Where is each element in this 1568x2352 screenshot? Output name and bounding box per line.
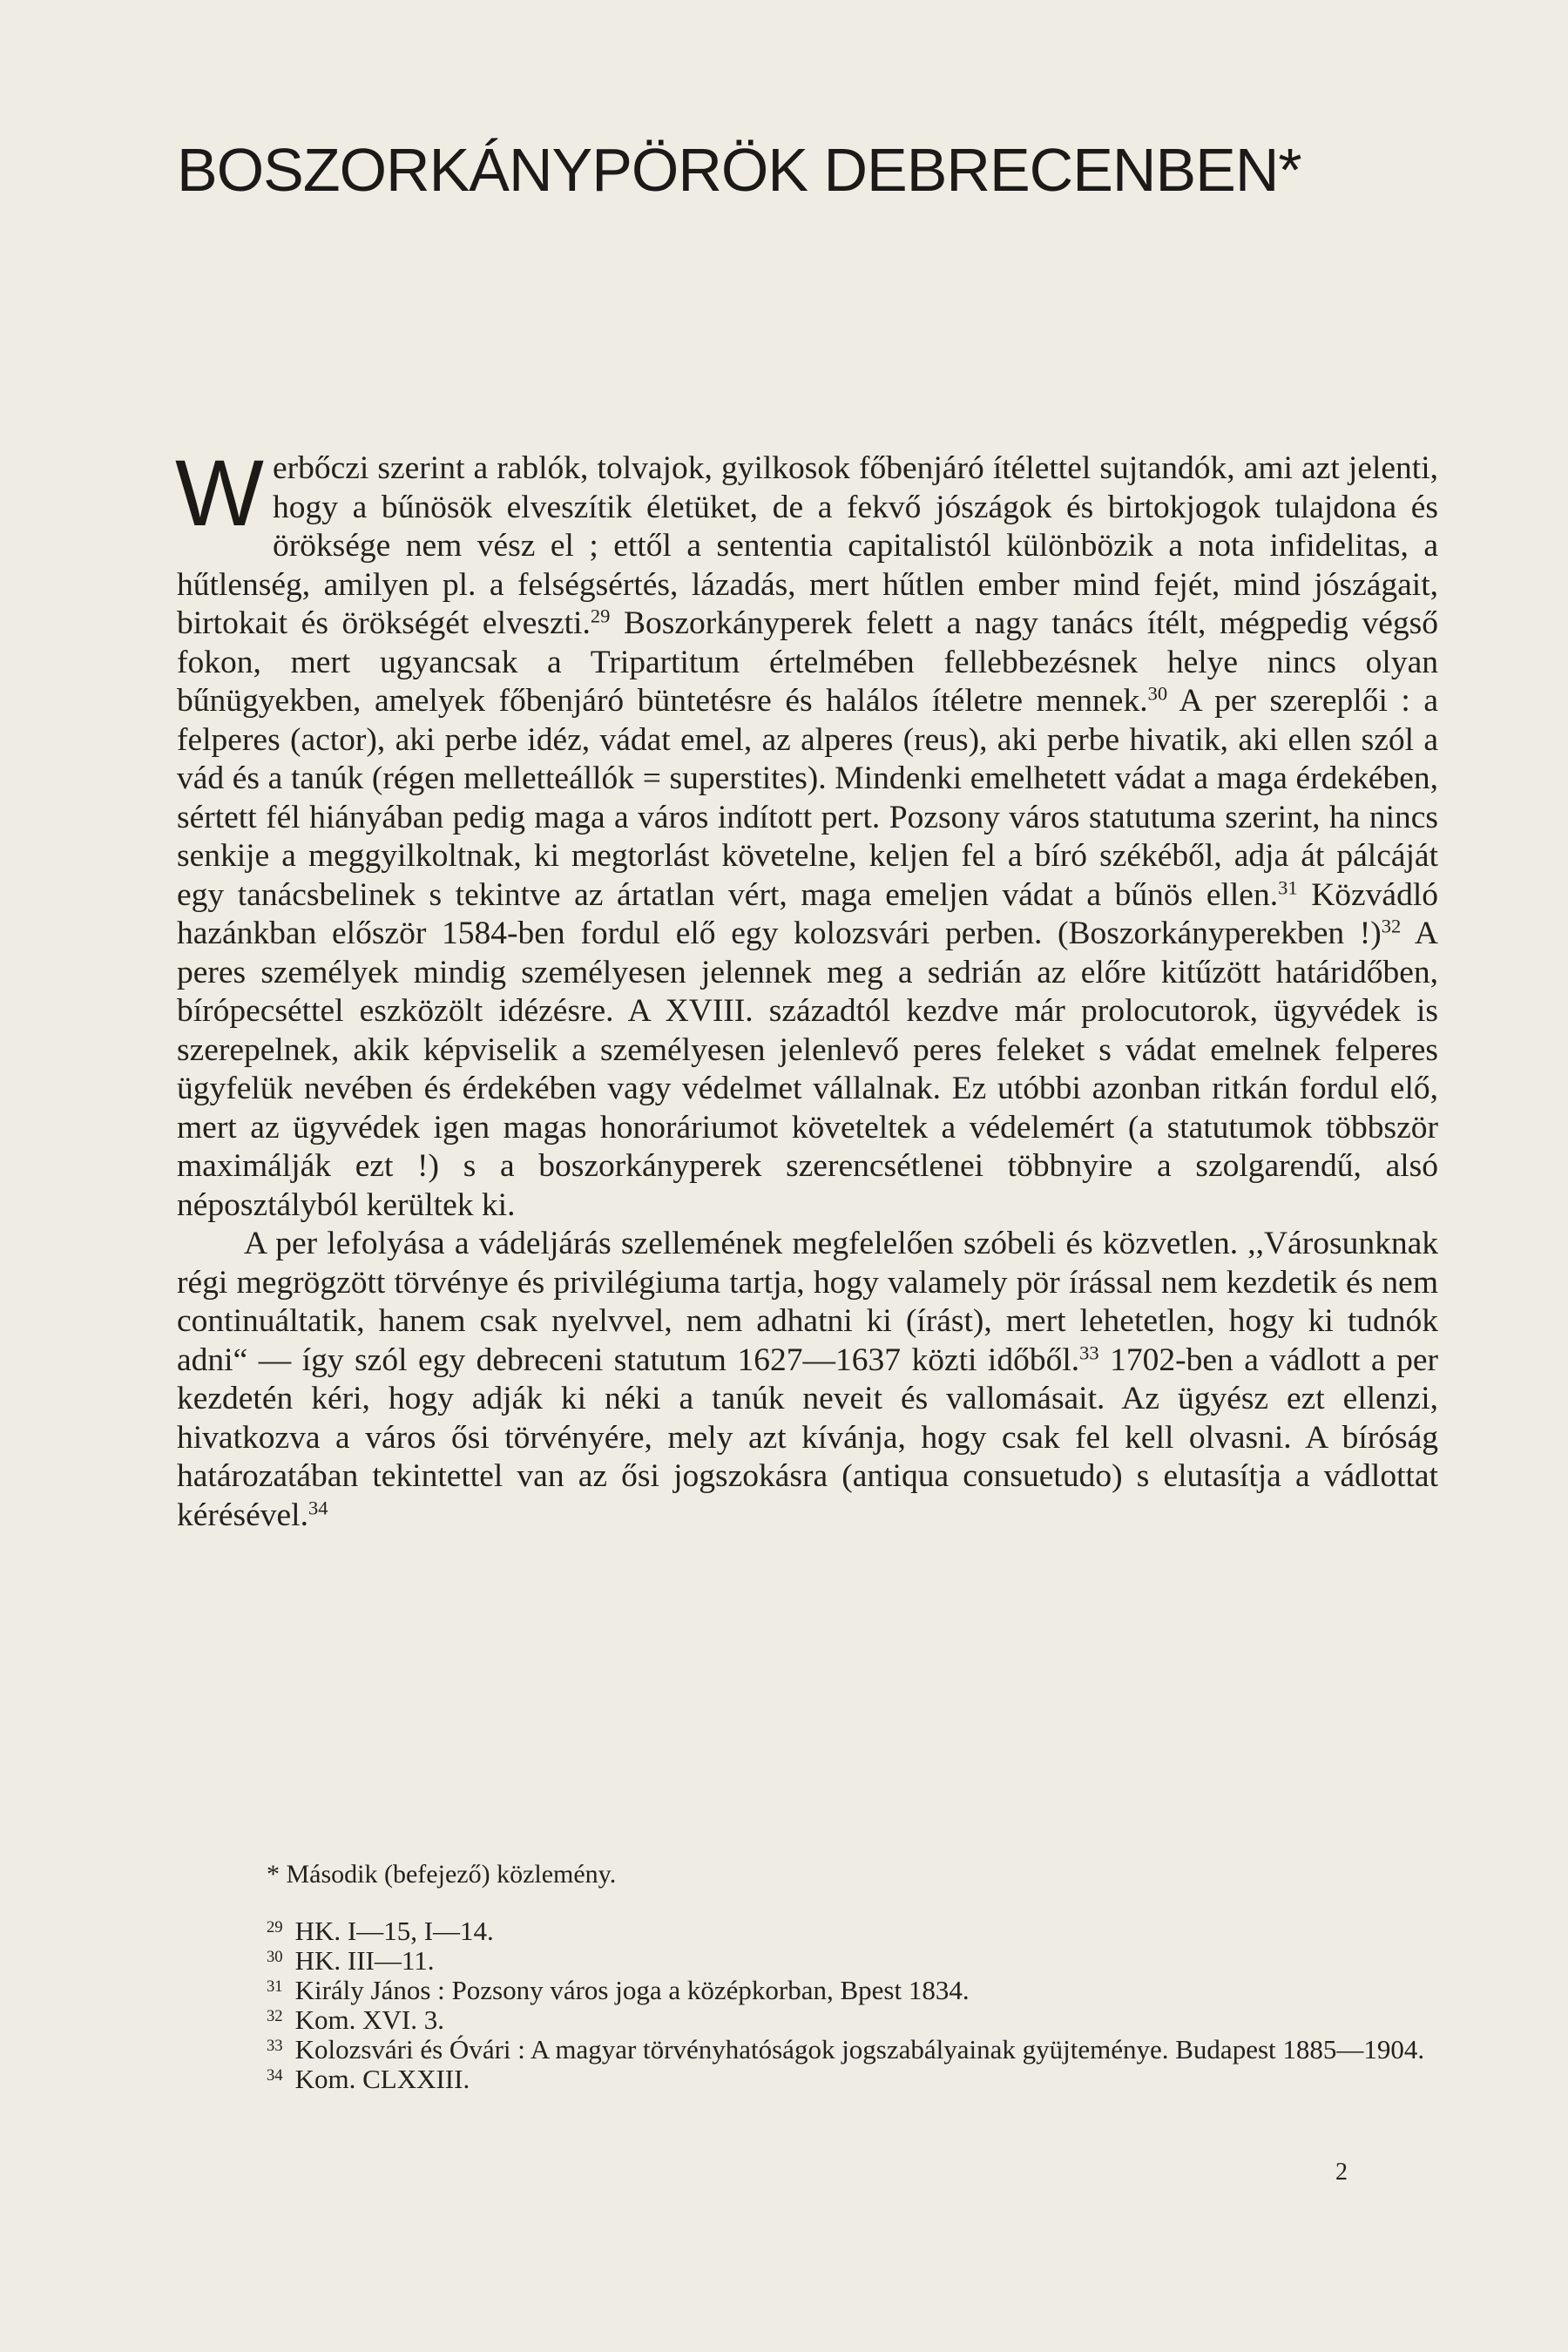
footnote-ref-31: 31 (1278, 876, 1298, 899)
footnote-text: HK. III—11. (294, 1945, 435, 1976)
footnote-ref-34: 34 (308, 1497, 328, 1519)
paragraph-1-text-1: erbőczi szerint a rablók, tolvajok, gyilkosok főbenjáró ítélettel sujtandók, ami azt jelenti, hogy a bűnösök elveszítik életüket, de a fekvő jószágok és birtokjogok tulajdona és öröksége nem vész el ; ettől a sententia capitalistól különbözik a nota infidelitas, a hűtlenség, amilyen pl. a felségsértés, lázadás, mert hűtlen ember mind fejét, mind jószágait, birtokait és örökségét elveszti. (177, 450, 1438, 641)
paragraph-2-text-1: A per lefolyása a vádeljárás szellemének megfelelően szóbeli és közvetlen. ,,Városunknak régi megrögzött törvénye és privilégiuma tartja, hogy valamely pör írással nem kezdetik és nem continuáltatik, hanem csak nyelvvel, nem adhatni ki (írást), mert lehetetlen, hogy ki tudnók adni“ — így szól egy debreceni statutum 1627—1637 közti időből. (177, 1226, 1438, 1378)
footnote-item: 31 Király János : Pozsony város joga a középkorban, Bpest 1834. (267, 1975, 970, 2005)
footnote-text: Kolozsvári és Óvári : A magyar törvényhatóságok jogszabályainak gyüjteménye. Budapest 1885—1904. (294, 2034, 1425, 2065)
drop-cap: W (175, 440, 264, 545)
paragraph-1-text-3: A per szereplői : a felperes (actor), aki perbe idéz, vádat emel, az alperes (reus), aki perbe hivatik, aki ellen szól a vád és a tanúk (régen melletteállók = superstites). Mindenki emelhetett vádat a maga érdekében, sértett fél hiányában pedig maga a város indított pert. Pozsony város statutuma szerint, ha nincs senkije a meggyilkoltnak, ki megtorlást követelne, keljen fel a bíró székéből, adja át pálcáját egy tanácsbelinek s tekintve az ártatlan vért, maga emeljen vádat a bűnös ellen. (177, 683, 1438, 913)
footnote-text: HK. I—15, I—14. (294, 1916, 494, 1946)
page-title: BOSZORKÁNYPÖRÖK DEBRECENBEN* (177, 136, 1301, 204)
footnote-star: * Második (befejező) közlemény. (267, 1860, 617, 1889)
paragraph-1 (175, 440, 1438, 1225)
footnote-item: 32 Kom. XVI. 3. (267, 2004, 444, 2035)
footnotes-list (177, 1916, 1438, 2094)
article-body (175, 440, 1438, 1535)
footnote-ref-29: 29 (590, 605, 611, 627)
footnote-item: 30 HK. III—11. (267, 1945, 435, 1976)
paragraph-2-text-2: 1702-ben a vádlott a per kezdetén kéri, hogy adják ki néki a tanúk neveit és vallomásait. Az ügyész ezt ellenzi, hivatkozva a város ősi törvényére, mely azt kívánja, hogy csak fel kell olvasni. A bíróság határozatában tekintettel van az ősi jogszokásra (antiqua consuetudo) s elutasítja a vádlottat kérésével. (177, 1342, 1438, 1533)
footnote-text: Király János : Pozsony város joga a középkorban, Bpest 1834. (294, 1975, 970, 2005)
footnote-text: Kom. CLXXIII. (294, 2064, 470, 2094)
paragraph-1-text-4: Közvádló hazánkban először 1584-ben fordul elő egy kolozsvári perben. (Boszorkányperekben !) (177, 876, 1438, 951)
paragraph-2 (177, 1225, 1438, 1535)
footnote-text: Kom. XVI. 3. (294, 2004, 444, 2035)
page-number: 2 (1335, 2159, 1348, 2186)
footnote-item: 34 Kom. CLXXIII. (267, 2064, 470, 2094)
footnote-ref-33: 33 (1079, 1342, 1099, 1364)
footnote-item: 29 HK. I—15, I—14. (267, 1916, 494, 1946)
footnote-ref-30: 30 (1147, 682, 1168, 705)
footnote-item: 33 Kolozsvári és Óvári : A magyar törvényhatóságok jogszabályainak gyüjteménye. Budapest 1885—1904. (267, 2034, 1425, 2065)
paragraph-1-text-2: Boszorkányperek felett a nagy tanács ítélt, mégpedig végső fokon, mert ugyancsak a Tripartitum értelmében fellebbezésnek helye nincs olyan bűnügyekben, amelyek főbenjáró büntetésre és halálos ítéletre mennek. (177, 605, 1438, 719)
paragraph-1-text-5: A peres személyek mindig személyesen jelennek meg a sedrián az előre kitűzött határidőben, bírópecséttel eszközölt idézésre. A XVIII. századtól kezdve már prolocutorok, ügyvédek is szerepelnek, akik képviselik a személyesen jelenlevő peres feleket s vádat emelnek felperes ügyfelük nevében és érdekében vagy védelmet vállalnak. Ez utóbbi azonban ritkán fordul elő, mert az ügyvédek igen magas honoráriumot követeltek a védelemért (a statutumok többször maximálják ezt !) s a boszorkányperek szerencsétlenei többnyire a szolgarendű, alsó néposztályból kerültek ki. (177, 916, 1438, 1223)
footnote-ref-32: 32 (1381, 915, 1402, 937)
